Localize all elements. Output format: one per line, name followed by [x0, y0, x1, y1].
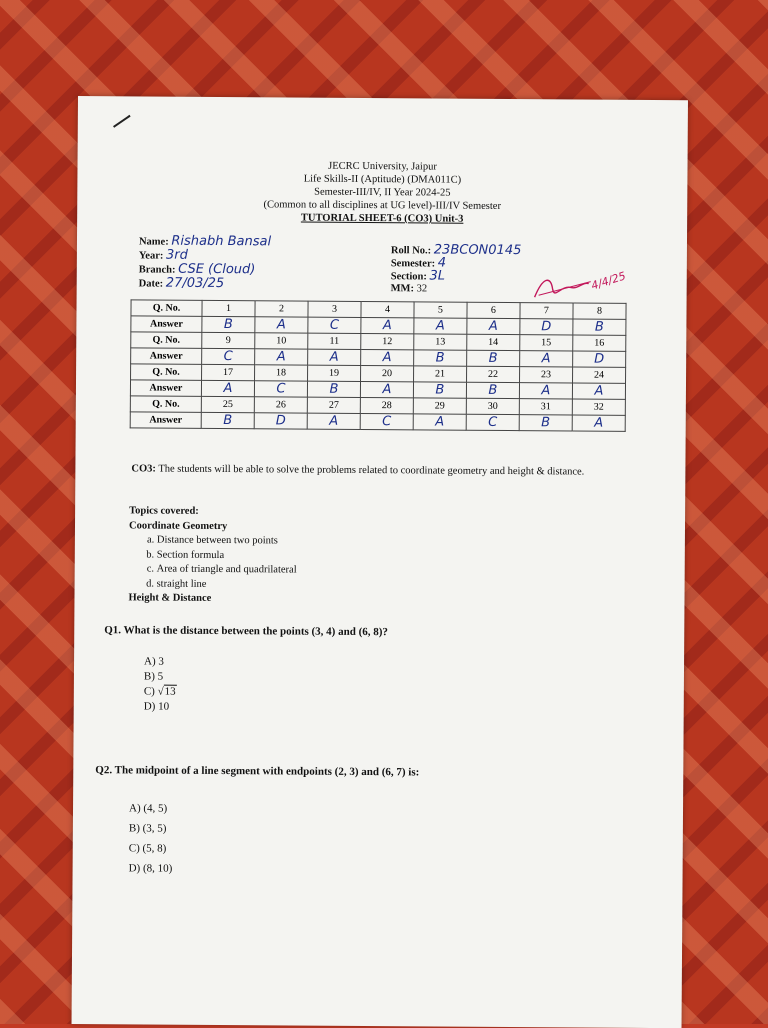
- answer-cell: C: [254, 381, 307, 397]
- common-line: (Common to all disciplines at UG level)-III/IV Semester: [263, 199, 502, 212]
- branch-label: Branch:: [138, 264, 176, 276]
- answer-cell: A: [361, 317, 414, 333]
- topic-item: c. Area of triangle and quadrilateral: [157, 563, 297, 578]
- worksheet-paper: [72, 96, 688, 1028]
- question-2-options: [129, 798, 173, 878]
- qno-cell: 27: [307, 397, 360, 413]
- answer-cell: A: [255, 317, 308, 333]
- answer-table: [130, 299, 627, 431]
- q1-option-a: A) 3: [144, 655, 164, 668]
- q1-option-c-radicand: 13: [164, 685, 176, 698]
- university-name: JECRC University, Jaipur: [328, 160, 437, 173]
- roll-label: Roll No.:: [390, 245, 432, 257]
- branch-value: CSE (Cloud): [178, 261, 256, 278]
- answer-cell: A: [519, 383, 572, 399]
- signature-date: 4/4/25: [589, 269, 628, 293]
- answer-cell: B: [202, 316, 255, 332]
- co3-label: CO3:: [131, 463, 156, 475]
- qno-cell: 9: [202, 332, 255, 348]
- topic-list: [129, 533, 297, 592]
- topics-heading: Topics covered:: [129, 505, 199, 517]
- mm-label: MM:: [390, 283, 415, 295]
- answer-cell: A: [572, 383, 625, 399]
- answer-cell: A: [255, 349, 308, 365]
- qno-cell: 16: [573, 335, 626, 351]
- mm-value: 32: [416, 283, 428, 295]
- question-1: Q1. What is the distance between the points (3, 4) and (6, 8)?: [104, 624, 388, 639]
- topics-section: [128, 504, 297, 607]
- qno-cell: 19: [308, 365, 361, 381]
- answer-cell: C: [308, 317, 361, 333]
- answer-cell: C: [466, 414, 519, 430]
- q2-option-a: A) (4, 5): [128, 802, 168, 815]
- qno-cell: 30: [466, 398, 519, 414]
- qno-cell: 32: [572, 399, 625, 415]
- year-value: 3rd: [165, 247, 188, 263]
- answer-cell: A: [414, 318, 467, 334]
- qno-cell: 17: [202, 364, 255, 380]
- q1-option-d: D) 10: [143, 700, 170, 713]
- answer-cell: A: [467, 318, 520, 334]
- answer-cell: C: [360, 413, 413, 429]
- date-label: Date:: [138, 278, 164, 290]
- qno-cell: 4: [361, 301, 414, 317]
- qno-cell: 12: [361, 333, 414, 349]
- sqrt-symbol: √13: [157, 685, 176, 698]
- qno-cell: 10: [255, 333, 308, 349]
- qno-cell: 21: [413, 366, 466, 382]
- q1-option-c: [144, 684, 177, 699]
- qno-header: Q. No.: [131, 364, 202, 380]
- answer-row: [130, 412, 625, 431]
- qno-cell: 5: [414, 302, 467, 318]
- qno-cell: 8: [573, 303, 626, 319]
- qno-cell: 13: [414, 334, 467, 350]
- question-1-options: [144, 654, 177, 714]
- question-2: Q2. The midpoint of a line segment with endpoints (2, 3) and (6, 7) is:: [95, 764, 420, 779]
- answer-header: Answer: [130, 380, 201, 396]
- answer-cell: A: [413, 414, 466, 430]
- answer-cell: D: [254, 413, 307, 429]
- answer-cell: D: [520, 319, 573, 335]
- qno-cell: 15: [520, 335, 573, 351]
- semester-label: Semester:: [390, 258, 436, 270]
- answer-cell: A: [520, 351, 573, 367]
- topic-item: d. straight line: [157, 577, 297, 592]
- pen-mark: [113, 115, 131, 128]
- qno-header: Q. No.: [131, 300, 202, 316]
- qno-cell: 20: [360, 365, 413, 381]
- qno-header: Q. No.: [130, 396, 201, 412]
- answer-header: Answer: [131, 316, 202, 332]
- qno-cell: 18: [254, 365, 307, 381]
- semester-line: Semester-III/IV, II Year 2024-25: [314, 186, 451, 199]
- answer-cell: B: [201, 412, 254, 428]
- answer-cell: A: [572, 415, 625, 431]
- qno-cell: 25: [201, 396, 254, 412]
- year-label: Year:: [138, 250, 164, 262]
- q1-option-c-prefix: C): [143, 685, 158, 698]
- co3-statement: [131, 462, 661, 479]
- answer-cell: B: [519, 415, 572, 431]
- topic-item: a. Distance between two points: [157, 534, 297, 549]
- answer-cell: C: [202, 348, 255, 364]
- q2-option-d: D) (8, 10): [128, 862, 173, 875]
- qno-cell: 1: [202, 300, 255, 316]
- qno-cell: 7: [520, 303, 573, 319]
- answer-cell: B: [573, 319, 626, 335]
- answer-cell: B: [466, 382, 519, 398]
- answer-cell: B: [413, 382, 466, 398]
- answer-cell: A: [307, 413, 360, 429]
- name-value: Rishabh Bansal: [171, 233, 272, 250]
- sheet-info: [391, 244, 522, 296]
- answer-cell: A: [201, 380, 254, 396]
- section-label: Section:: [390, 271, 427, 283]
- qno-cell: 24: [572, 367, 625, 383]
- co3-text: The students will be able to solve the problems related to coordinate geometry and height & distance.: [155, 463, 585, 478]
- qno-cell: 23: [519, 367, 572, 383]
- answer-cell: A: [308, 349, 361, 365]
- course-title: Life Skills-II (Aptitude) (DMA011C): [303, 173, 462, 186]
- tutorial-title: TUTORIAL SHEET-6 (CO3) Unit-3: [300, 212, 464, 225]
- qno-cell: 29: [413, 398, 466, 414]
- answer-cell: A: [361, 349, 414, 365]
- q2-option-c: C) (5, 8): [128, 842, 167, 855]
- roll-value: 23BCON0145: [433, 242, 522, 259]
- student-info: [139, 234, 271, 291]
- answer-cell: B: [307, 381, 360, 397]
- qno-cell: 14: [467, 334, 520, 350]
- answer-cell: D: [573, 351, 626, 367]
- qno-cell: 2: [255, 301, 308, 317]
- qno-header: Q. No.: [131, 332, 202, 348]
- qno-cell: 3: [308, 301, 361, 317]
- qno-cell: 6: [467, 302, 520, 318]
- qno-cell: 26: [254, 397, 307, 413]
- topic-item: b. Section formula: [157, 548, 297, 563]
- sheet-header: [217, 159, 547, 226]
- qno-cell: 11: [308, 333, 361, 349]
- qno-cell: 22: [466, 366, 519, 382]
- answer-cell: B: [467, 350, 520, 366]
- date-value: 27/03/25: [165, 275, 225, 292]
- qno-cell: 31: [519, 399, 572, 415]
- topic-height-distance: Height & Distance: [128, 592, 212, 604]
- answer-cell: B: [414, 350, 467, 366]
- answer-cell: A: [360, 381, 413, 397]
- answer-header: Answer: [131, 348, 202, 364]
- qno-cell: 28: [360, 397, 413, 413]
- section-value: 3L: [429, 268, 446, 284]
- q1-option-b: B) 5: [143, 670, 164, 683]
- name-label: Name:: [138, 236, 169, 248]
- semester-value: 4: [437, 255, 447, 271]
- answer-header: Answer: [130, 412, 201, 428]
- q2-option-b: B) (3, 5): [128, 822, 167, 835]
- topic-coordinate-geometry: Coordinate Geometry: [128, 519, 228, 532]
